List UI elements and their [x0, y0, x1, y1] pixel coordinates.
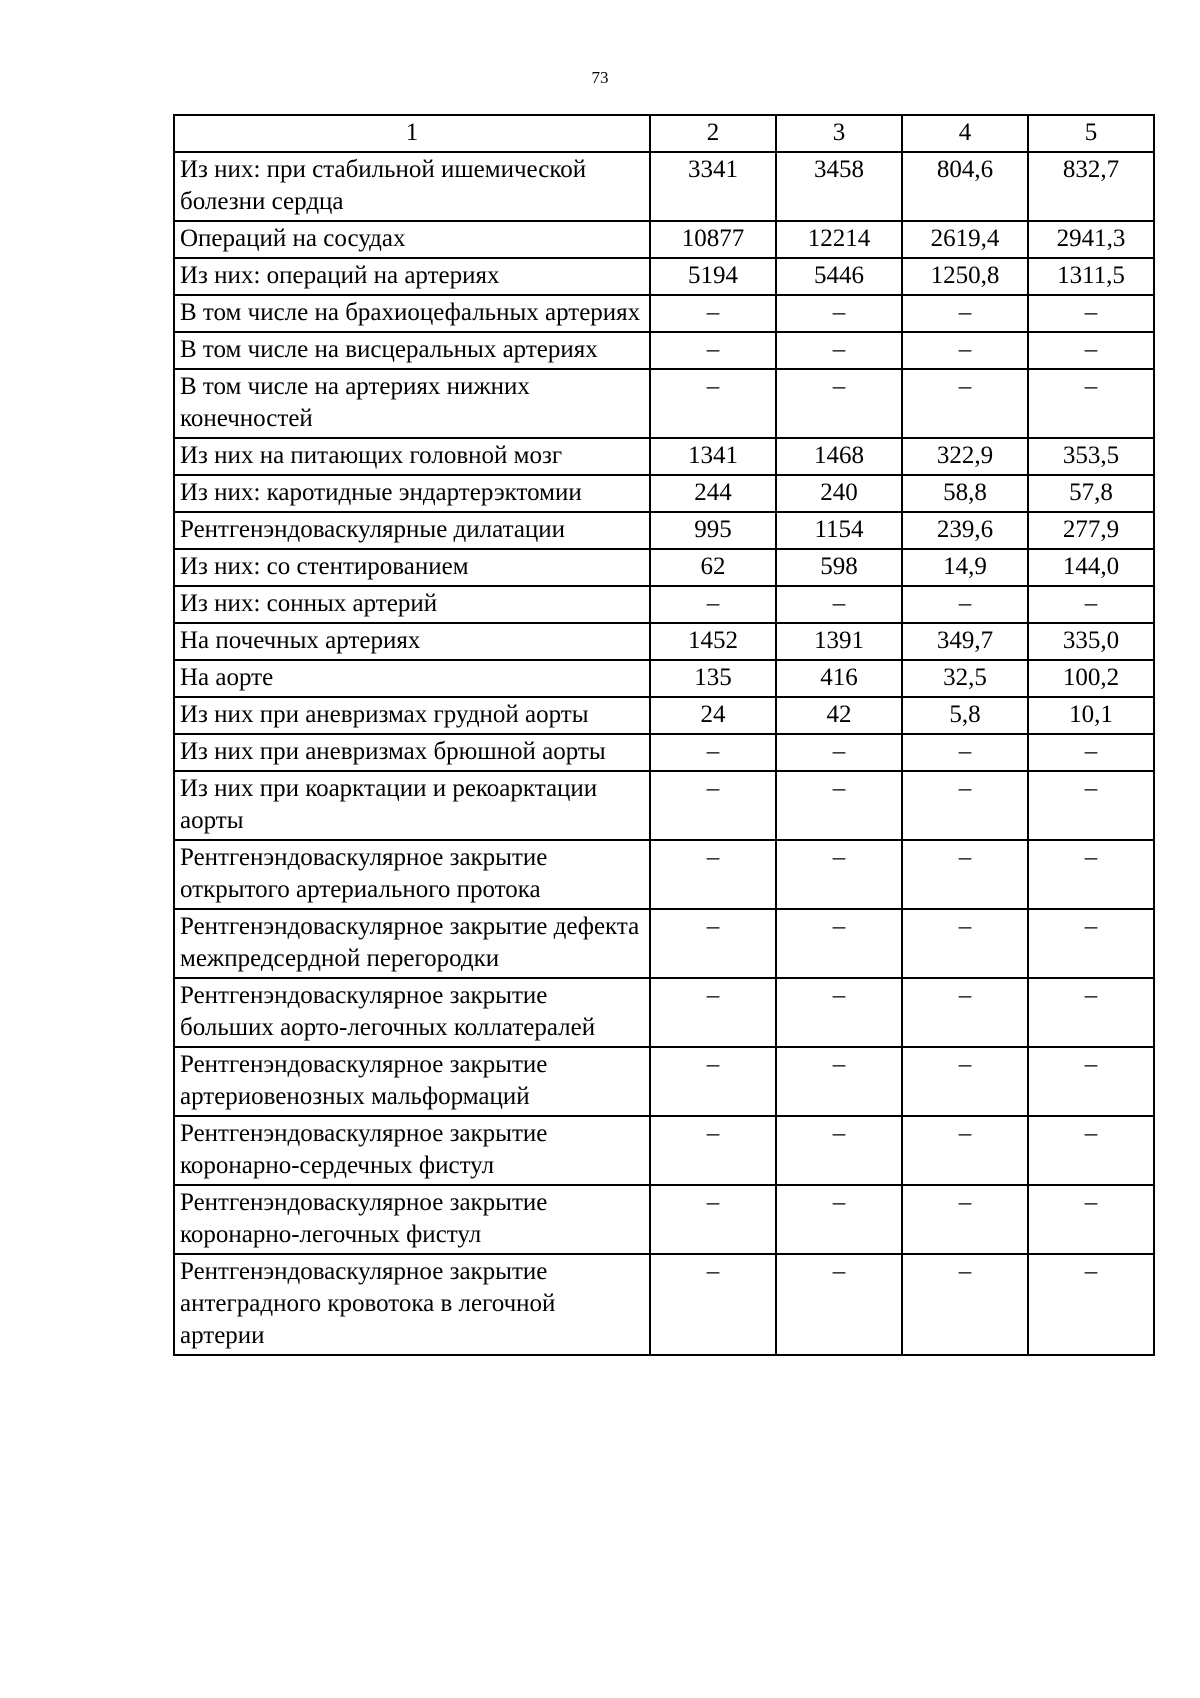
value-cell-col-2: –: [650, 840, 776, 909]
value-cell-col-2: 3341: [650, 152, 776, 221]
value-cell-col-5: –: [1028, 332, 1154, 369]
value-cell-col-4: –: [902, 1185, 1028, 1254]
table-row: [174, 1254, 1154, 1355]
value-cell-col-3: –: [776, 734, 902, 771]
statistics-table: [173, 114, 1155, 1356]
value-cell-col-5: –: [1028, 1047, 1154, 1116]
table-row: [174, 152, 1154, 221]
value-cell-col-5: 57,8: [1028, 475, 1154, 512]
value-cell-col-2: –: [650, 1116, 776, 1185]
row-label: Из них при аневризмах брюшной аорты: [174, 734, 650, 771]
table-body: [174, 115, 1154, 1355]
value-cell-col-2: –: [650, 734, 776, 771]
row-label: Рентгенэндоваскулярные дилатации: [174, 512, 650, 549]
value-cell-col-2: 1452: [650, 623, 776, 660]
value-cell-col-4: 322,9: [902, 438, 1028, 475]
value-cell-col-4: –: [902, 978, 1028, 1047]
row-label: Рентгенэндоваскулярное закрытие артериовенозных мальформаций: [174, 1047, 650, 1116]
table-row: [174, 512, 1154, 549]
value-cell-col-5: –: [1028, 1116, 1154, 1185]
header-cell-5: 5: [1028, 115, 1154, 152]
value-cell-col-2: 5194: [650, 258, 776, 295]
value-cell-col-3: 12214: [776, 221, 902, 258]
row-label: Операций на сосудах: [174, 221, 650, 258]
value-cell-col-5: –: [1028, 909, 1154, 978]
value-cell-col-3: 240: [776, 475, 902, 512]
row-label: Рентгенэндоваскулярное закрытие коронарно-сердечных фистул: [174, 1116, 650, 1185]
value-cell-col-5: –: [1028, 840, 1154, 909]
value-cell-col-4: 804,6: [902, 152, 1028, 221]
value-cell-col-3: 42: [776, 697, 902, 734]
value-cell-col-2: 10877: [650, 221, 776, 258]
value-cell-col-2: –: [650, 586, 776, 623]
header-cell-1: 1: [174, 115, 650, 152]
value-cell-col-3: –: [776, 771, 902, 840]
value-cell-col-4: –: [902, 1047, 1028, 1116]
value-cell-col-4: –: [902, 1254, 1028, 1355]
value-cell-col-4: –: [902, 332, 1028, 369]
value-cell-col-3: 1154: [776, 512, 902, 549]
row-label: Из них: со стентированием: [174, 549, 650, 586]
value-cell-col-4: –: [902, 840, 1028, 909]
row-label: Из них на питающих головной мозг: [174, 438, 650, 475]
value-cell-col-2: –: [650, 1047, 776, 1116]
value-cell-col-5: –: [1028, 771, 1154, 840]
row-label: Из них при коарктации и рекоарктации аорты: [174, 771, 650, 840]
value-cell-col-3: –: [776, 840, 902, 909]
value-cell-col-2: –: [650, 295, 776, 332]
table-row: [174, 332, 1154, 369]
header-cell-3: 3: [776, 115, 902, 152]
value-cell-col-4: 2619,4: [902, 221, 1028, 258]
row-label: На аорте: [174, 660, 650, 697]
row-label: Из них: операций на артериях: [174, 258, 650, 295]
value-cell-col-3: –: [776, 332, 902, 369]
table-row: [174, 771, 1154, 840]
table-row: [174, 840, 1154, 909]
row-label: На почечных артериях: [174, 623, 650, 660]
table-row: [174, 1047, 1154, 1116]
row-label: В том числе на артериях нижних конечностей: [174, 369, 650, 438]
value-cell-col-5: 353,5: [1028, 438, 1154, 475]
value-cell-col-2: –: [650, 909, 776, 978]
value-cell-col-2: –: [650, 369, 776, 438]
table-row: [174, 697, 1154, 734]
value-cell-col-3: –: [776, 1116, 902, 1185]
value-cell-col-5: 100,2: [1028, 660, 1154, 697]
value-cell-col-3: –: [776, 1254, 902, 1355]
value-cell-col-5: –: [1028, 734, 1154, 771]
value-cell-col-3: 1468: [776, 438, 902, 475]
row-label: Рентгенэндоваскулярное закрытие коронарно-легочных фистул: [174, 1185, 650, 1254]
value-cell-col-5: –: [1028, 978, 1154, 1047]
value-cell-col-4: 1250,8: [902, 258, 1028, 295]
table-row: [174, 660, 1154, 697]
table-row: [174, 549, 1154, 586]
value-cell-col-4: –: [902, 295, 1028, 332]
value-cell-col-4: –: [902, 771, 1028, 840]
table-row: [174, 221, 1154, 258]
value-cell-col-5: –: [1028, 369, 1154, 438]
row-label: Рентгенэндоваскулярное закрытие дефекта межпредсердной перегородки: [174, 909, 650, 978]
value-cell-col-4: 14,9: [902, 549, 1028, 586]
value-cell-col-2: –: [650, 1185, 776, 1254]
value-cell-col-2: 62: [650, 549, 776, 586]
table-row: [174, 1116, 1154, 1185]
value-cell-col-3: –: [776, 909, 902, 978]
row-label: Рентгенэндоваскулярное закрытие открытого артериального протока: [174, 840, 650, 909]
table-row: [174, 258, 1154, 295]
value-cell-col-2: 244: [650, 475, 776, 512]
value-cell-col-3: 3458: [776, 152, 902, 221]
value-cell-col-4: 32,5: [902, 660, 1028, 697]
table-row: [174, 295, 1154, 332]
value-cell-col-5: –: [1028, 586, 1154, 623]
value-cell-col-5: 144,0: [1028, 549, 1154, 586]
table-row: [174, 438, 1154, 475]
value-cell-col-5: –: [1028, 1185, 1154, 1254]
value-cell-col-2: –: [650, 332, 776, 369]
row-label: Из них: сонных артерий: [174, 586, 650, 623]
header-cell-2: 2: [650, 115, 776, 152]
row-label: Рентгенэндоваскулярное закрытие больших аорто-легочных коллатералей: [174, 978, 650, 1047]
value-cell-col-5: –: [1028, 1254, 1154, 1355]
value-cell-col-2: 24: [650, 697, 776, 734]
value-cell-col-4: –: [902, 734, 1028, 771]
value-cell-col-5: –: [1028, 295, 1154, 332]
row-label: Из них при аневризмах грудной аорты: [174, 697, 650, 734]
table-row: [174, 978, 1154, 1047]
value-cell-col-5: 1311,5: [1028, 258, 1154, 295]
value-cell-col-3: –: [776, 586, 902, 623]
value-cell-col-3: –: [776, 295, 902, 332]
row-label: Рентгенэндоваскулярное закрытие антеградного кровотока в легочной артерии: [174, 1254, 650, 1355]
row-label: Из них: при стабильной ишемической болезни сердца: [174, 152, 650, 221]
table-row: [174, 369, 1154, 438]
page-number: 73: [591, 68, 609, 87]
value-cell-col-4: –: [902, 909, 1028, 978]
value-cell-col-5: 832,7: [1028, 152, 1154, 221]
value-cell-col-3: 1391: [776, 623, 902, 660]
value-cell-col-3: –: [776, 1047, 902, 1116]
row-label: Из них: каротидные эндартерэктомии: [174, 475, 650, 512]
value-cell-col-2: –: [650, 1254, 776, 1355]
header-row: [174, 115, 1154, 152]
value-cell-col-3: 598: [776, 549, 902, 586]
table-row: [174, 586, 1154, 623]
value-cell-col-4: 349,7: [902, 623, 1028, 660]
row-label: В том числе на брахиоцефальных артериях: [174, 295, 650, 332]
value-cell-col-4: 58,8: [902, 475, 1028, 512]
value-cell-col-3: –: [776, 978, 902, 1047]
value-cell-col-3: 5446: [776, 258, 902, 295]
value-cell-col-4: –: [902, 1116, 1028, 1185]
header-cell-4: 4: [902, 115, 1028, 152]
value-cell-col-4: 5,8: [902, 697, 1028, 734]
value-cell-col-2: –: [650, 771, 776, 840]
table-row: [174, 475, 1154, 512]
value-cell-col-2: 135: [650, 660, 776, 697]
value-cell-col-4: –: [902, 586, 1028, 623]
table-row: [174, 1185, 1154, 1254]
value-cell-col-3: –: [776, 1185, 902, 1254]
row-label: В том числе на висцеральных артериях: [174, 332, 650, 369]
value-cell-col-5: 335,0: [1028, 623, 1154, 660]
value-cell-col-5: 2941,3: [1028, 221, 1154, 258]
table-row: [174, 734, 1154, 771]
value-cell-col-4: 239,6: [902, 512, 1028, 549]
value-cell-col-5: 10,1: [1028, 697, 1154, 734]
value-cell-col-2: 995: [650, 512, 776, 549]
value-cell-col-2: –: [650, 978, 776, 1047]
value-cell-col-3: –: [776, 369, 902, 438]
value-cell-col-4: –: [902, 369, 1028, 438]
value-cell-col-5: 277,9: [1028, 512, 1154, 549]
table-row: [174, 909, 1154, 978]
value-cell-col-2: 1341: [650, 438, 776, 475]
table-row: [174, 623, 1154, 660]
value-cell-col-3: 416: [776, 660, 902, 697]
